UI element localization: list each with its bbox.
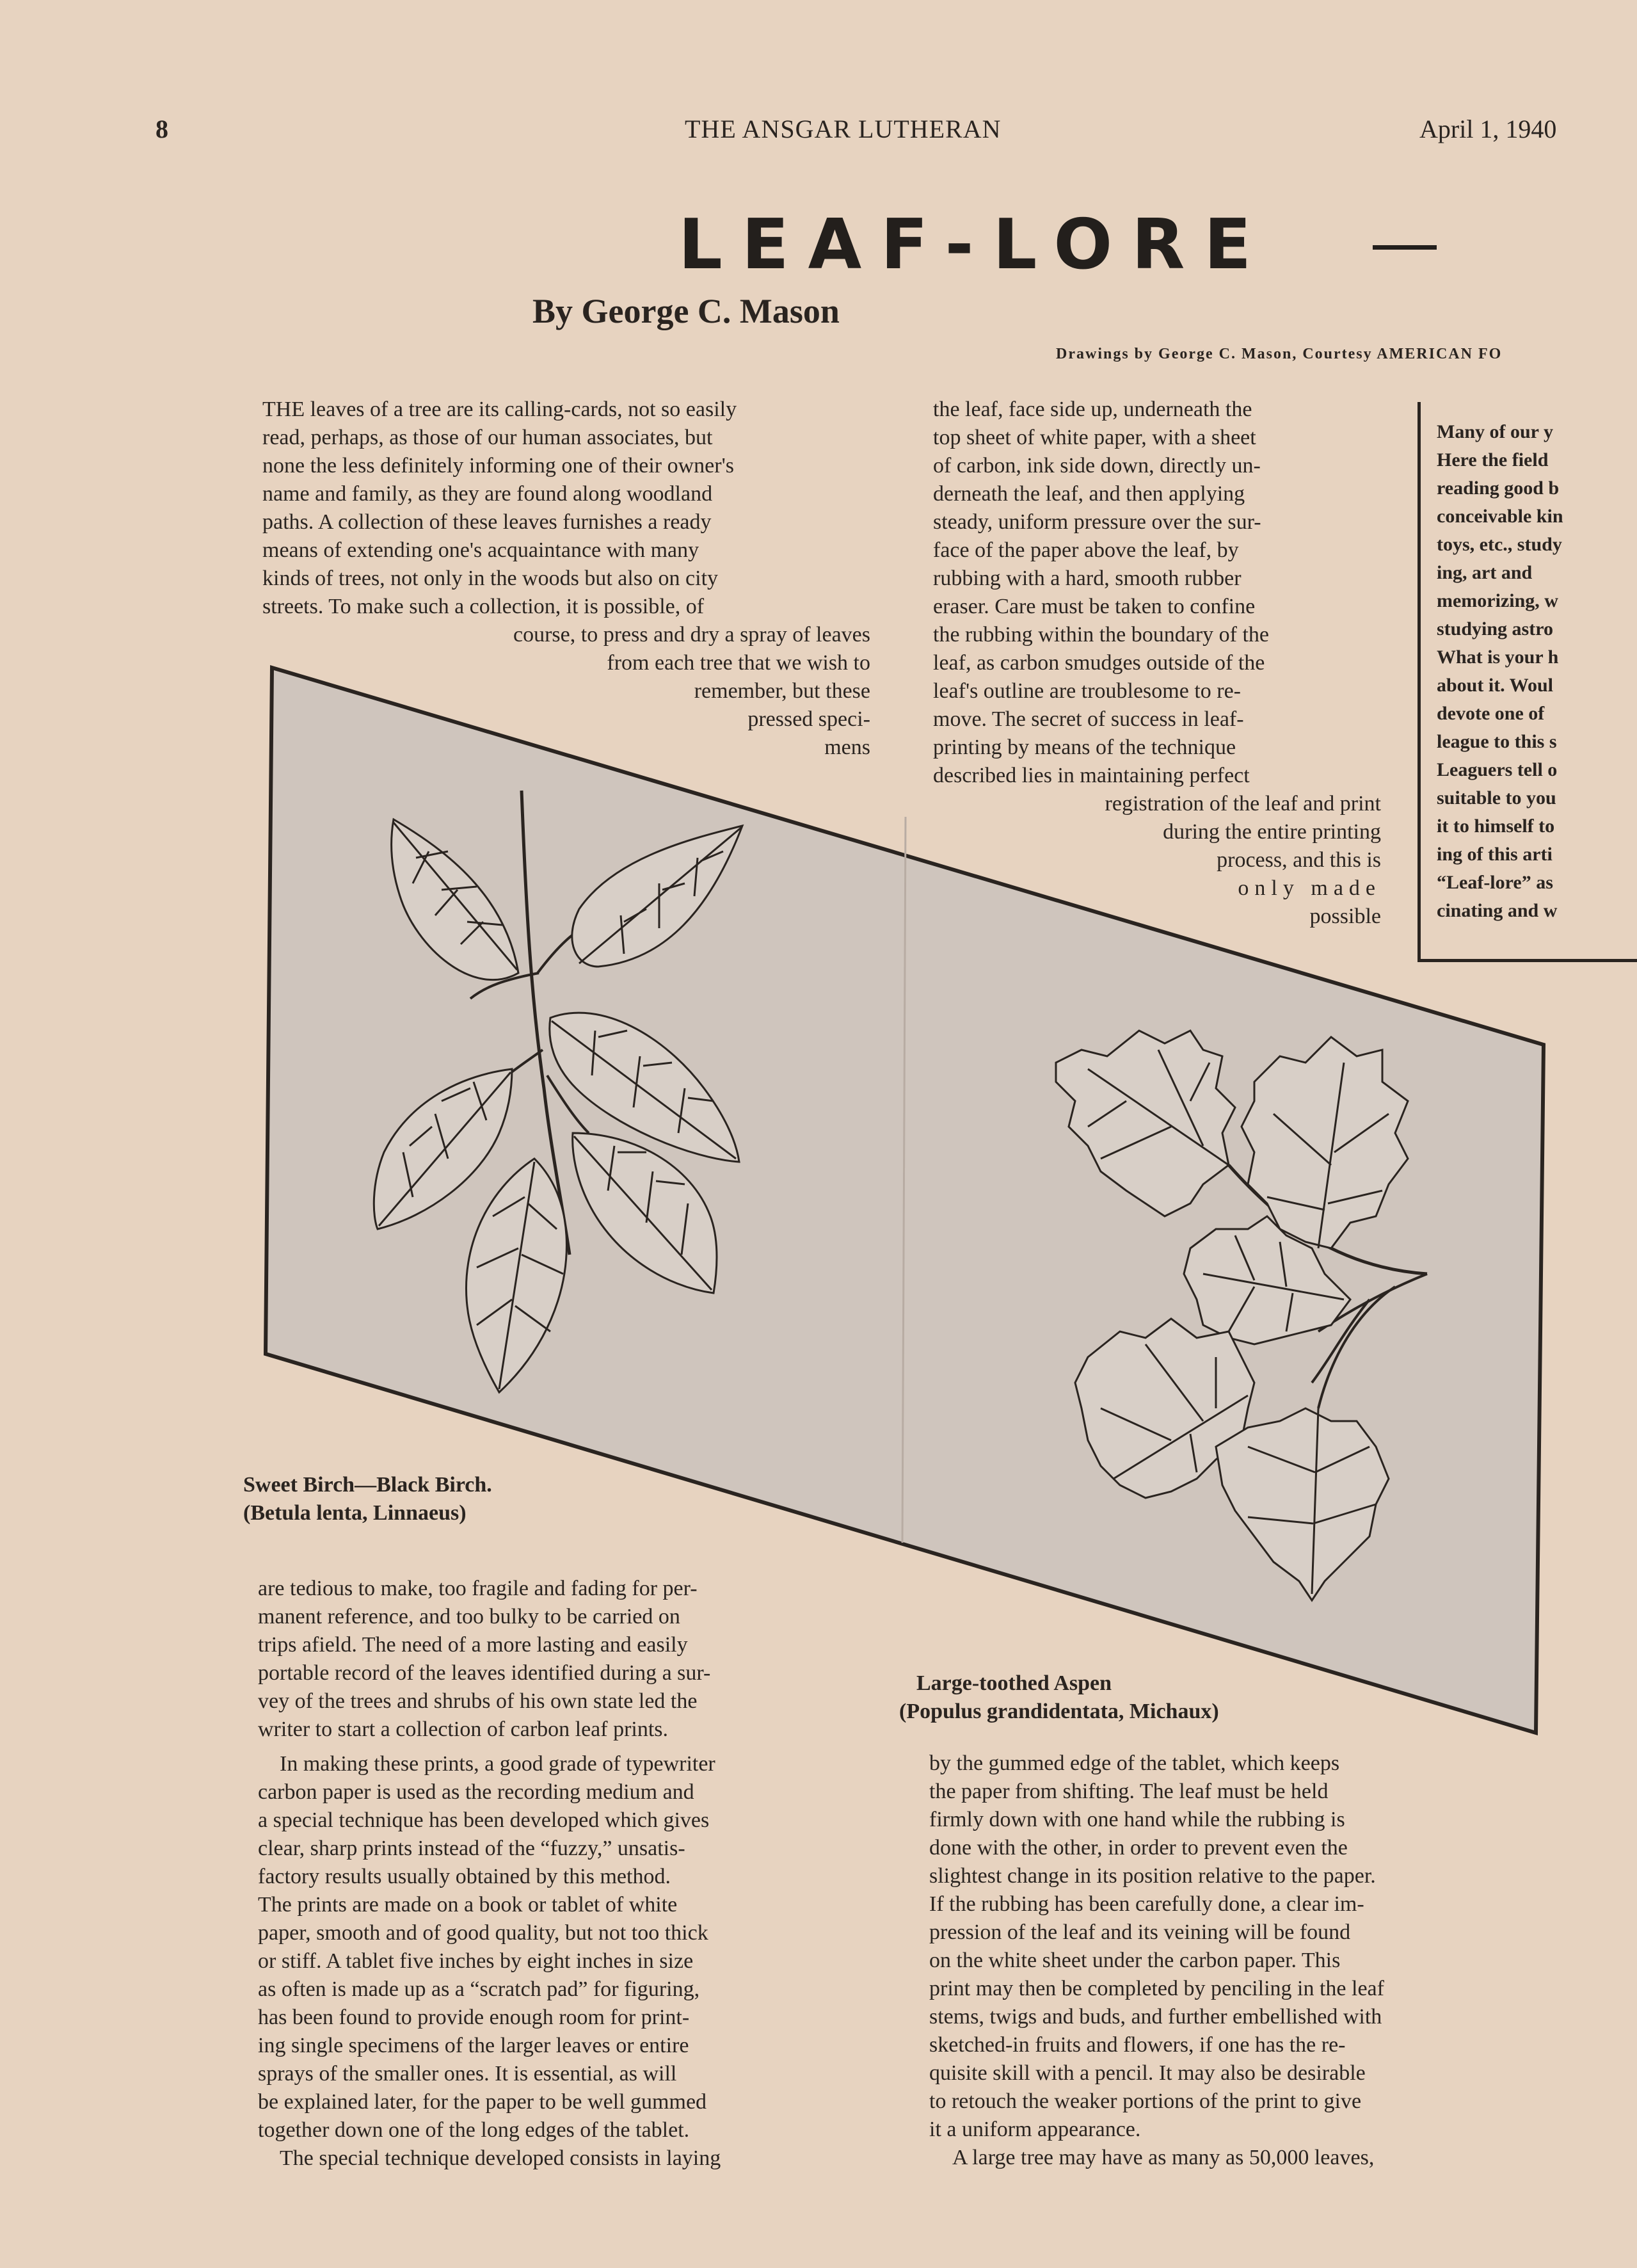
text-line: toys, etc., study bbox=[1437, 534, 1562, 555]
text-line: means of extending one's acquaintance with many bbox=[262, 538, 699, 562]
text-line: league to this s bbox=[1437, 731, 1557, 752]
text-line: “Leaf-lore” as bbox=[1437, 872, 1553, 893]
article-title: LEAF-LORE bbox=[678, 205, 1271, 285]
text-line: read, perhaps, as those of our human associates, but bbox=[262, 426, 713, 449]
text-line: sketched-in fruits and flowers, if one has the re- bbox=[929, 2033, 1346, 2057]
text-line: writer to start a collection of carbon leaf prints. bbox=[258, 1717, 669, 1741]
text-line: eraser. Care must be taken to confine bbox=[933, 595, 1256, 618]
text-line: factory results usually obtained by this method. bbox=[258, 1865, 671, 1888]
title-dash bbox=[1373, 245, 1437, 250]
text-line: it to himself to bbox=[1437, 816, 1555, 837]
paragraph-special-technique bbox=[258, 2144, 865, 2173]
text-line: process, and this is bbox=[1217, 848, 1381, 872]
paragraph-gummed-edge bbox=[929, 1749, 1536, 2144]
text-line: ing, art and bbox=[1437, 562, 1533, 583]
text-line: What is your h bbox=[1437, 647, 1559, 668]
text-line: paths. A collection of these leaves furnishes a ready bbox=[262, 510, 712, 534]
text-line: the rubbing within the boundary of the bbox=[933, 623, 1270, 647]
text-line: pression of the leaf and its veining will be found bbox=[929, 1920, 1351, 1944]
text-line: clear, sharp prints instead of the “fuzzy,” unsatis- bbox=[258, 1837, 685, 1860]
text-line: stems, twigs and buds, and further embellished with bbox=[929, 2005, 1382, 2029]
text-line: Here the field bbox=[1437, 449, 1549, 470]
text-line: leaf, as carbon smudges outside of the bbox=[933, 651, 1265, 675]
text-line: conceivable kin bbox=[1437, 506, 1563, 527]
text-line: THE leaves of a tree are its calling-cards, not so easily bbox=[262, 398, 737, 421]
sidebar-box bbox=[1417, 402, 1637, 962]
caption-birch bbox=[243, 1471, 492, 1527]
text-line: A large tree may have as many as 50,000 leaves, bbox=[952, 2146, 1375, 2169]
text-line: firmly down with one hand while the rubbing is bbox=[929, 1808, 1345, 1831]
text-line: possible bbox=[1309, 905, 1381, 928]
text-line: top sheet of white paper, with a sheet bbox=[933, 426, 1256, 449]
paragraph-making-prints bbox=[258, 1750, 865, 2144]
text-line: reading good b bbox=[1437, 478, 1560, 499]
caption-aspen bbox=[899, 1669, 1219, 1726]
text-line: suitable to you bbox=[1437, 787, 1556, 808]
text-line: ing of this arti bbox=[1437, 844, 1553, 865]
column-1-top bbox=[262, 396, 870, 762]
text-line: from each tree that we wish to bbox=[607, 651, 870, 675]
text-line: it a uniform appearance. bbox=[929, 2118, 1141, 2141]
text-line: trips afield. The need of a more lasting and easily bbox=[258, 1633, 688, 1657]
text-line: slightest change in its position relative to the paper. bbox=[929, 1864, 1376, 1888]
text-line: streets. To make such a collection, it is possible, of bbox=[262, 595, 705, 618]
text-line: to retouch the weaker portions of the print to give bbox=[929, 2089, 1362, 2113]
paragraph-tedious bbox=[258, 1575, 865, 1744]
sidebar-text bbox=[1437, 418, 1563, 925]
text-line: the paper from shifting. The leaf must be held bbox=[929, 1780, 1329, 1803]
issue-date: April 1, 1940 bbox=[1419, 115, 1557, 143]
text-line: only made bbox=[1238, 876, 1381, 900]
text-line: The prints are made on a book or tablet of white bbox=[258, 1893, 678, 1917]
text-line: Leaguers tell o bbox=[1437, 759, 1558, 780]
text-line: portable record of the leaves identified during a sur- bbox=[258, 1661, 711, 1685]
text-line: mens bbox=[824, 736, 870, 759]
caption-birch-common: Sweet Birch—Black Birch. bbox=[243, 1473, 492, 1497]
text-line: none the less definitely informing one of their owner's bbox=[262, 454, 734, 478]
text-line: be explained later, for the paper to be well gummed bbox=[258, 2090, 707, 2114]
text-line: derneath the leaf, and then applying bbox=[933, 482, 1245, 506]
text-line: carbon paper is used as the recording medium and bbox=[258, 1780, 694, 1804]
column-2-bottom bbox=[929, 1749, 1536, 2172]
text-line: move. The secret of success in leaf- bbox=[933, 707, 1244, 731]
text-line: course, to press and dry a spray of leaves bbox=[513, 623, 870, 647]
text-line: leaf's outline are troublesome to re- bbox=[933, 679, 1241, 703]
caption-aspen-latin: (Populus grandidentata, Michaux) bbox=[899, 1700, 1219, 1723]
text-line: name and family, as they are found along woodland bbox=[262, 482, 713, 506]
text-line: memorizing, w bbox=[1437, 590, 1558, 611]
text-line: registration of the leaf and print bbox=[1105, 792, 1381, 816]
text-line: by the gummed edge of the tablet, which keeps bbox=[929, 1751, 1340, 1775]
text-line: devote one of bbox=[1437, 703, 1545, 724]
text-line: paper, smooth and of good quality, but not too thick bbox=[258, 1921, 708, 1945]
drawing-credit: Drawings by George C. Mason, Courtesy AMERICAN FO bbox=[1056, 346, 1503, 362]
text-line: has been found to provide enough room for print- bbox=[258, 2006, 690, 2029]
text-line: or stiff. A tablet five inches by eight inches in size bbox=[258, 1949, 694, 1973]
page-number: 8 bbox=[156, 115, 168, 143]
text-line: about it. Woul bbox=[1437, 675, 1554, 696]
text-line: vey of the trees and shrubs of his own state led the bbox=[258, 1689, 698, 1713]
paragraph-large-tree bbox=[929, 2144, 1536, 2172]
text-line: the leaf, face side up, underneath the bbox=[933, 398, 1252, 421]
text-line: sprays of the smaller ones. It is essential, as will bbox=[258, 2062, 677, 2086]
text-line: during the entire printing bbox=[1163, 820, 1381, 844]
text-line: steady, uniform pressure over the sur- bbox=[933, 510, 1261, 534]
text-line: done with the other, in order to prevent even the bbox=[929, 1836, 1348, 1860]
caption-birch-latin: (Betula lenta, Linnaeus) bbox=[243, 1501, 467, 1525]
text-line: pressed speci- bbox=[747, 707, 870, 731]
text-line: on the white sheet under the carbon paper. This bbox=[929, 1949, 1341, 1972]
caption-aspen-common: Large-toothed Aspen bbox=[916, 1671, 1112, 1695]
text-line: described lies in maintaining perfect bbox=[933, 764, 1250, 787]
text-line: are tedious to make, too fragile and fading for per- bbox=[258, 1577, 698, 1600]
column-2-top bbox=[933, 396, 1381, 931]
text-line: of carbon, ink side down, directly un- bbox=[933, 454, 1261, 478]
text-line: as often is made up as a “scratch pad” for figuring, bbox=[258, 1977, 700, 2001]
text-line: remember, but these bbox=[694, 679, 870, 703]
text-line: together down one of the long edges of the tablet. bbox=[258, 2118, 690, 2142]
text-line: In making these prints, a good grade of typewriter bbox=[280, 1752, 715, 1776]
text-line: manent reference, and too bulky to be carried on bbox=[258, 1605, 680, 1629]
text-line: kinds of trees, not only in the woods but also on city bbox=[262, 567, 719, 590]
text-line: Many of our y bbox=[1437, 421, 1553, 442]
text-line: The special technique developed consists in laying bbox=[280, 2146, 721, 2170]
text-line: rubbing with a hard, smooth rubber bbox=[933, 567, 1242, 590]
publication-name: THE ANSGAR LUTHERAN bbox=[685, 115, 1002, 143]
text-line: face of the paper above the leaf, by bbox=[933, 538, 1239, 562]
text-line: If the rubbing has been carefully done, a clear im- bbox=[929, 1892, 1364, 1916]
column-1-bottom bbox=[258, 1575, 865, 2173]
text-line: print may then be completed by penciling in the leaf bbox=[929, 1977, 1384, 2000]
article-byline: By George C. Mason bbox=[532, 292, 840, 330]
text-line: quisite skill with a pencil. It may also be desirable bbox=[929, 2061, 1366, 2085]
text-line: a special technique has been developed which gives bbox=[258, 1808, 710, 1832]
text-line: ing single specimens of the larger leaves or entire bbox=[258, 2034, 689, 2057]
text-line: printing by means of the technique bbox=[933, 736, 1236, 759]
text-line: cinating and w bbox=[1437, 900, 1558, 921]
text-line: studying astro bbox=[1437, 618, 1553, 639]
